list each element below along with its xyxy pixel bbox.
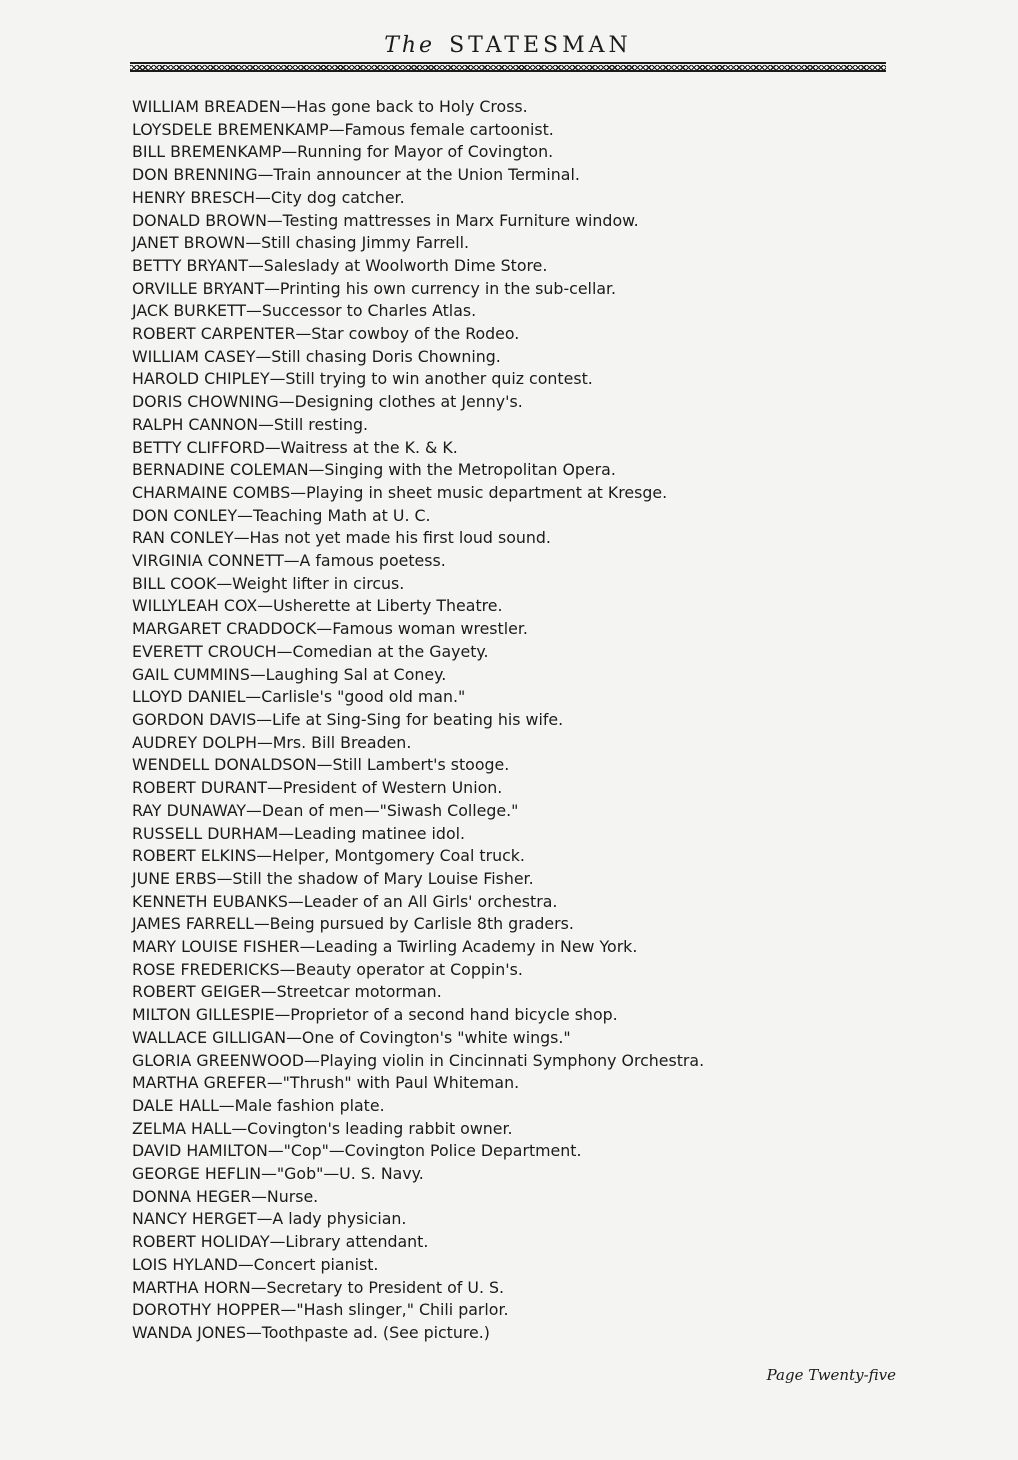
list-item: GAIL CUMMINS—Laughing Sal at Coney. bbox=[132, 664, 447, 684]
page-header bbox=[130, 32, 886, 60]
list-item: ROBERT ELKINS—Helper, Montgomery Coal truck. bbox=[132, 846, 525, 866]
list-item: MARTHA GREFER—"Thrush" with Paul Whiteman. bbox=[132, 1073, 520, 1093]
list-item: GEORGE HEFLIN—"Gob"—U. S. Navy. bbox=[132, 1164, 424, 1184]
list-item: BILL COOK—Weight lifter in circus. bbox=[132, 573, 405, 593]
list-item: EVERETT CROUCH—Comedian at the Gayety. bbox=[132, 641, 489, 661]
list-item: RALPH CANNON—Still resting. bbox=[132, 414, 369, 434]
list-item: MARTHA HORN—Secretary to President of U. S. bbox=[132, 1277, 505, 1297]
list-item: RAY DUNAWAY—Dean of men—"Siwash College." bbox=[132, 800, 519, 820]
list-item: MARY LOUISE FISHER—Leading a Twirling Academy in New York. bbox=[132, 937, 638, 957]
list-item: DON CONLEY—Teaching Math at U. C. bbox=[132, 505, 431, 525]
list-item: BERNADINE COLEMAN—Singing with the Metropolitan Opera. bbox=[132, 460, 616, 480]
header-title: STATESMAN bbox=[449, 33, 632, 58]
list-item: MILTON GILLESPIE—Proprietor of a second hand bicycle shop. bbox=[132, 1005, 618, 1025]
list-item: JUNE ERBS—Still the shadow of Mary Louise Fisher. bbox=[132, 868, 534, 888]
list-item: WILLIAM CASEY—Still chasing Doris Chowning. bbox=[132, 346, 501, 366]
prophecy-list bbox=[132, 96, 832, 1345]
list-item: KENNETH EUBANKS—Leader of an All Girls' orchestra. bbox=[132, 891, 558, 911]
list-item: BILL BREMENKAMP—Running for Mayor of Covington. bbox=[132, 142, 554, 162]
list-item: DALE HALL—Male fashion plate. bbox=[132, 1095, 385, 1115]
list-item: CHARMAINE COMBS—Playing in sheet music department at Kresge. bbox=[132, 482, 668, 502]
list-item: ROBERT DURANT—President of Western Union. bbox=[132, 778, 503, 798]
list-item: AUDREY DOLPH—Mrs. Bill Breaden. bbox=[132, 732, 412, 752]
list-item: ORVILLE BRYANT—Printing his own currency in the sub-cellar. bbox=[132, 278, 617, 298]
list-item: ROBERT GEIGER—Streetcar motorman. bbox=[132, 982, 442, 1002]
list-item: DONNA HEGER—Nurse. bbox=[132, 1186, 319, 1206]
list-item: LOYSDELE BREMENKAMP—Famous female cartoonist. bbox=[132, 119, 554, 139]
list-item: WILLYLEAH COX—Usherette at Liberty Theatre. bbox=[132, 596, 503, 616]
list-item: WENDELL DONALDSON—Still Lambert's stooge. bbox=[132, 755, 510, 775]
list-item: DOROTHY HOPPER—"Hash slinger," Chili parlor. bbox=[132, 1300, 509, 1320]
list-item: DORIS CHOWNING—Designing clothes at Jenny's. bbox=[132, 392, 523, 412]
list-item: ROSE FREDERICKS—Beauty operator at Coppin's. bbox=[132, 959, 523, 979]
list-item: LLOYD DANIEL—Carlisle's "good old man." bbox=[132, 687, 466, 707]
list-item: ROBERT CARPENTER—Star cowboy of the Rodeo. bbox=[132, 324, 520, 344]
list-item: ZELMA HALL—Covington's leading rabbit owner. bbox=[132, 1118, 513, 1138]
list-item: BETTY CLIFFORD—Waitress at the K. & K. bbox=[132, 437, 458, 457]
list-item: DONALD BROWN—Testing mattresses in Marx Furniture window. bbox=[132, 210, 639, 230]
list-item: ROBERT HOLIDAY—Library attendant. bbox=[132, 1232, 429, 1252]
list-item: HENRY BRESCH—City dog catcher. bbox=[132, 187, 405, 207]
list-item: BETTY BRYANT—Saleslady at Woolworth Dime Store. bbox=[132, 255, 548, 275]
rule-top-line bbox=[130, 62, 886, 64]
list-item: DAVID HAMILTON—"Cop"—Covington Police Department. bbox=[132, 1141, 582, 1161]
list-item: WANDA JONES—Toothpaste ad. (See picture.) bbox=[132, 1322, 490, 1342]
list-item: RAN CONLEY—Has not yet made his first loud sound. bbox=[132, 528, 551, 548]
list-item: WALLACE GILLIGAN—One of Covington's "white wings." bbox=[132, 1027, 571, 1047]
list-item: NANCY HERGET—A lady physician. bbox=[132, 1209, 407, 1229]
list-item: RUSSELL DURHAM—Leading matinee idol. bbox=[132, 823, 466, 843]
list-item: GLORIA GREENWOOD—Playing violin in Cincinnati Symphony Orchestra. bbox=[132, 1050, 705, 1070]
header-the: The bbox=[384, 33, 436, 58]
page-number: Page Twenty-five bbox=[766, 1366, 896, 1384]
rule-bottom-line bbox=[130, 70, 886, 72]
list-item: LOIS HYLAND—Concert pianist. bbox=[132, 1254, 379, 1274]
list-item: HAROLD CHIPLEY—Still trying to win another quiz contest. bbox=[132, 369, 593, 389]
list-item: DON BRENNING—Train announcer at the Union Terminal. bbox=[132, 165, 580, 185]
list-item: JANET BROWN—Still chasing Jimmy Farrell. bbox=[132, 233, 469, 253]
list-item: GORDON DAVIS—Life at Sing-Sing for beating his wife. bbox=[132, 709, 564, 729]
list-item: WILLIAM BREADEN—Has gone back to Holy Cross. bbox=[132, 97, 528, 116]
list-item: VIRGINIA CONNETT—A famous poetess. bbox=[132, 551, 446, 571]
header-rule bbox=[130, 62, 886, 72]
list-item: MARGARET CRADDOCK—Famous woman wrestler. bbox=[132, 619, 528, 639]
list-item: JAMES FARRELL—Being pursued by Carlisle 8th graders. bbox=[132, 914, 574, 934]
list-item: JACK BURKETT—Successor to Charles Atlas. bbox=[132, 301, 477, 321]
